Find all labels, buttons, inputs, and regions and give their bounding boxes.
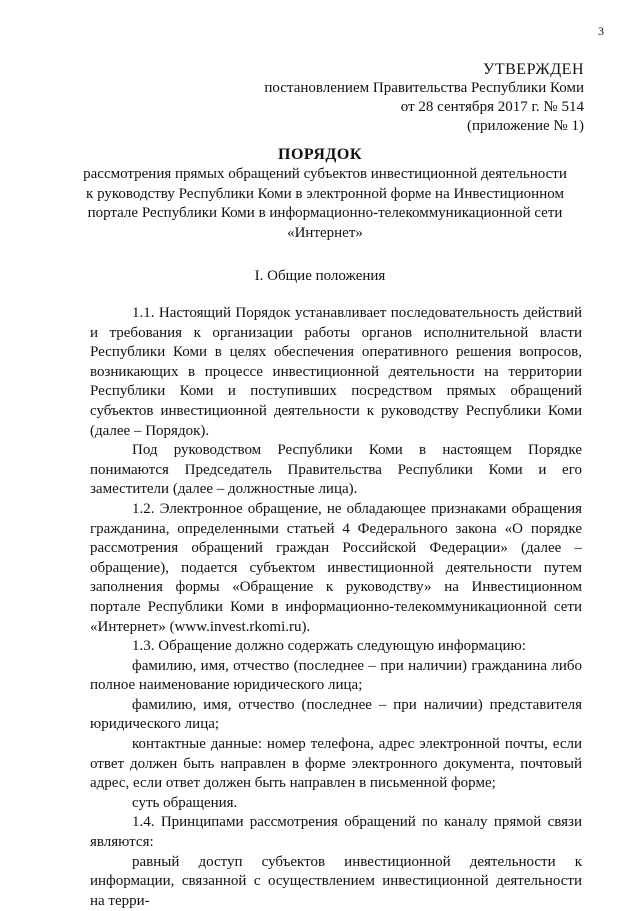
approval-block [264,60,584,136]
paragraph: 1.2. Электронное обращение, не обладающее признаками обращения гражданина, определенными статьей 4 Федерального закона «О порядке рассмотрения обращений граждан Российской Федерации» (далее – обращение), подается субъектом инвестиционной деятельности путем заполнения формы «Обращение к руководству» на Инвестиционном портале Республики Коми в информационно-телекоммуникационной сети «Интернет» (www.invest.rkomi.ru). [90,500,582,635]
approval-line: от 28 сентября 2017 г. № 514 [400,99,584,115]
paragraph: 1.3. Обращение должно содержать следующую информацию: [132,638,526,655]
section-heading: I. Общие положения [254,268,386,284]
paragraph: фамилию, имя, отчество (последнее – при наличии) гражданина либо полное наименование юридического лица; [90,657,582,694]
document-title: ПОРЯДОК [278,146,362,163]
paragraph: контактные данные: номер телефона, адрес электронной почты, если ответ должен быть направлен в форме электронного документа, почтовый адрес, если ответ должен быть направлен в письменной форме; [90,736,582,792]
paragraph: равный доступ субъектов инвестиционной деятельности к информации, связанной с осуществлением инвестиционной деятельности на терри- [90,853,582,909]
paragraph: 1.1. Настоящий Порядок устанавливает последовательность действий и требования к организации работы органов исполнительной власти Республики Коми в целях обеспечения оперативного решения вопросов, возникающих в процессе инвестиционной деятельности на территории Республики Коми и поступивших посредством прямых обращений субъектов инвестиционной деятельности к руководству Республики Коми (далее – Порядок). [90,305,582,439]
paragraph: фамилию, имя, отчество (последнее – при наличии) представителя юридического лица; [90,696,582,733]
approval-heading: УТВЕРЖДЕН [483,61,584,78]
paragraph: Под руководством Республики Коми в настоящем Порядке понимаются Председатель Правительства Республики Коми и его заместители (далее – должностные лица). [90,442,582,498]
document-subtitle: рассмотрения прямых обращений субъектов инвестиционной деятельности к руководству Республики Коми в электронной форме на Инвестиционном портале Республики Коми в информационно-телекоммуникационной сети «Интернет» [83,166,567,241]
approval-line: (приложение № 1) [466,118,584,134]
paragraph: 1.4. Принципами рассмотрения обращений по каналу прямой связи являются: [90,814,582,851]
page-number: 3 [598,24,604,38]
document-body [90,304,582,911]
paragraph: суть обращения. [132,794,238,811]
approval-line: постановлением Правительства Республики Коми [264,80,584,96]
